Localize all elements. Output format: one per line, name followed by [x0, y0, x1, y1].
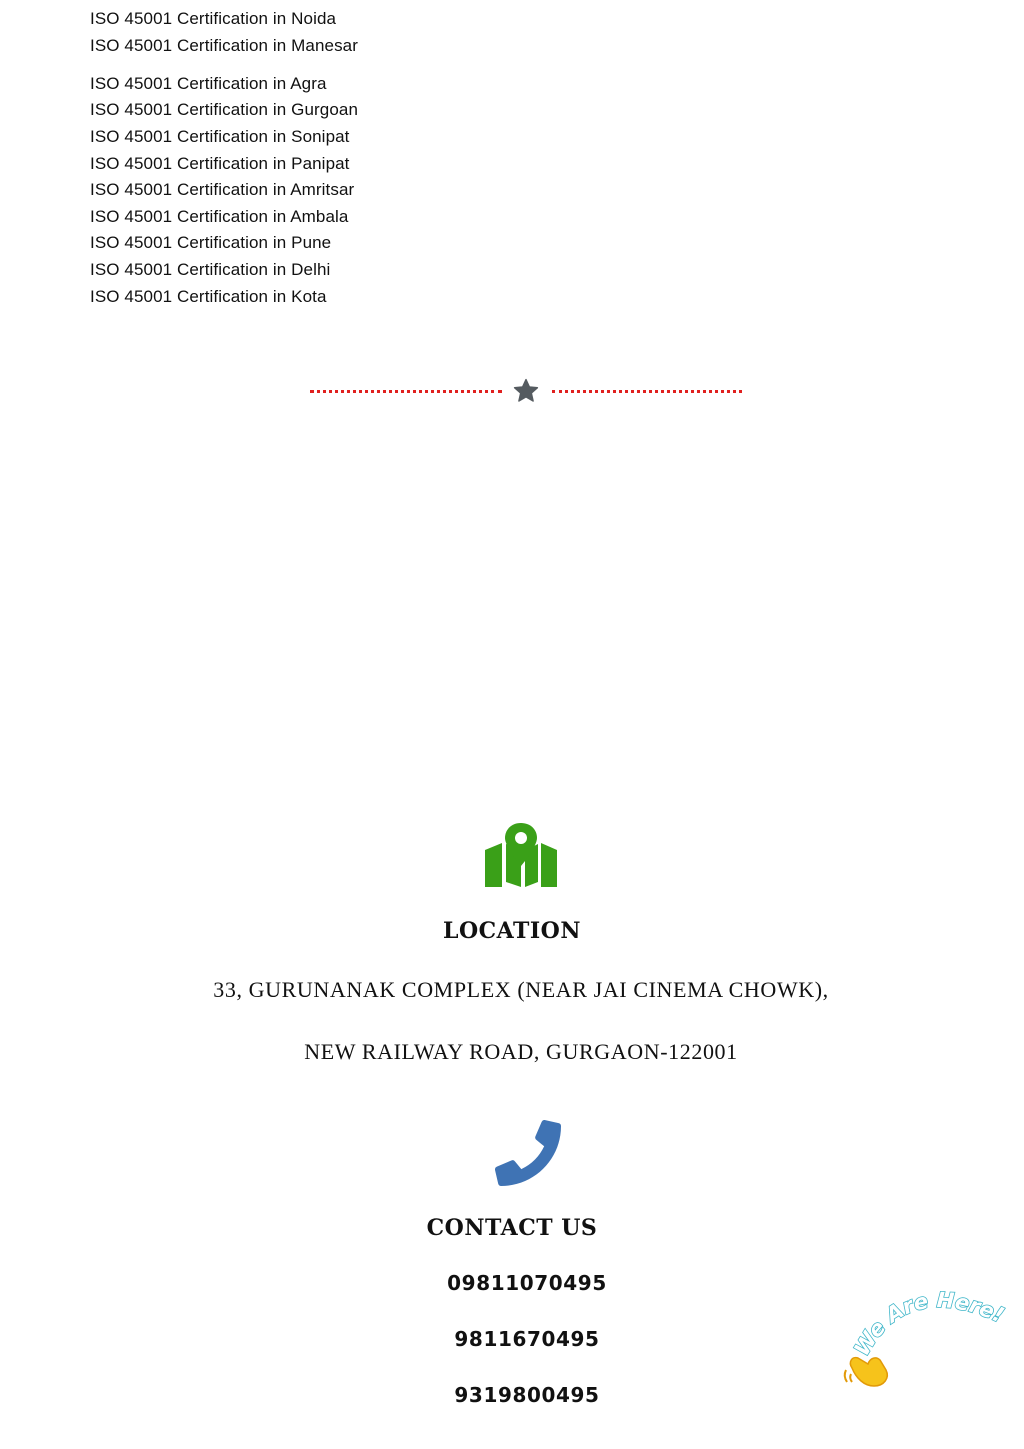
city-link-panipat[interactable]: ISO 45001 Certification in Panipat — [90, 154, 350, 173]
city-link-delhi[interactable]: ISO 45001 Certification in Delhi — [90, 260, 331, 279]
phone-number-1[interactable]: 09811070495 — [447, 1271, 607, 1295]
address-line-2: NEW RAILWAY ROAD, GURGAON-122001 — [304, 1039, 738, 1064]
waving-hand-icon — [845, 1358, 888, 1386]
divider-line-right — [552, 390, 742, 393]
city-link-agra[interactable]: ISO 45001 Certification in Agra — [90, 74, 327, 93]
badge-text: We Are Here! — [849, 1287, 1008, 1361]
star-icon — [512, 377, 540, 405]
city-link-gurgoan[interactable]: ISO 45001 Certification in Gurgoan — [90, 100, 358, 119]
location-heading: LOCATION — [443, 918, 581, 944]
divider-line-left — [310, 390, 502, 393]
city-link-sonipat[interactable]: ISO 45001 Certification in Sonipat — [90, 127, 350, 146]
address-line-1: 33, GURUNANAK COMPLEX (NEAR JAI CINEMA CHOWK), — [213, 977, 829, 1002]
star-divider — [310, 376, 742, 406]
city-link-amritsar[interactable]: ISO 45001 Certification in Amritsar — [90, 180, 355, 199]
contact-heading: CONTACT US — [426, 1215, 598, 1241]
city-link-kota[interactable]: ISO 45001 Certification in Kota — [90, 287, 327, 306]
phone-number-2[interactable]: 9811670495 — [454, 1327, 600, 1351]
city-link-ambala[interactable]: ISO 45001 Certification in Ambala — [90, 207, 349, 226]
city-link-noida[interactable]: ISO 45001 Certification in Noida — [90, 9, 337, 28]
city-link-pune[interactable]: ISO 45001 Certification in Pune — [90, 233, 332, 252]
we-are-here-badge[interactable] — [838, 1278, 1008, 1390]
map-pin-icon — [484, 822, 558, 888]
phone-icon — [495, 1120, 561, 1186]
city-link-manesar[interactable]: ISO 45001 Certification in Manesar — [90, 36, 358, 55]
phone-number-3[interactable]: 9319800495 — [454, 1383, 600, 1407]
